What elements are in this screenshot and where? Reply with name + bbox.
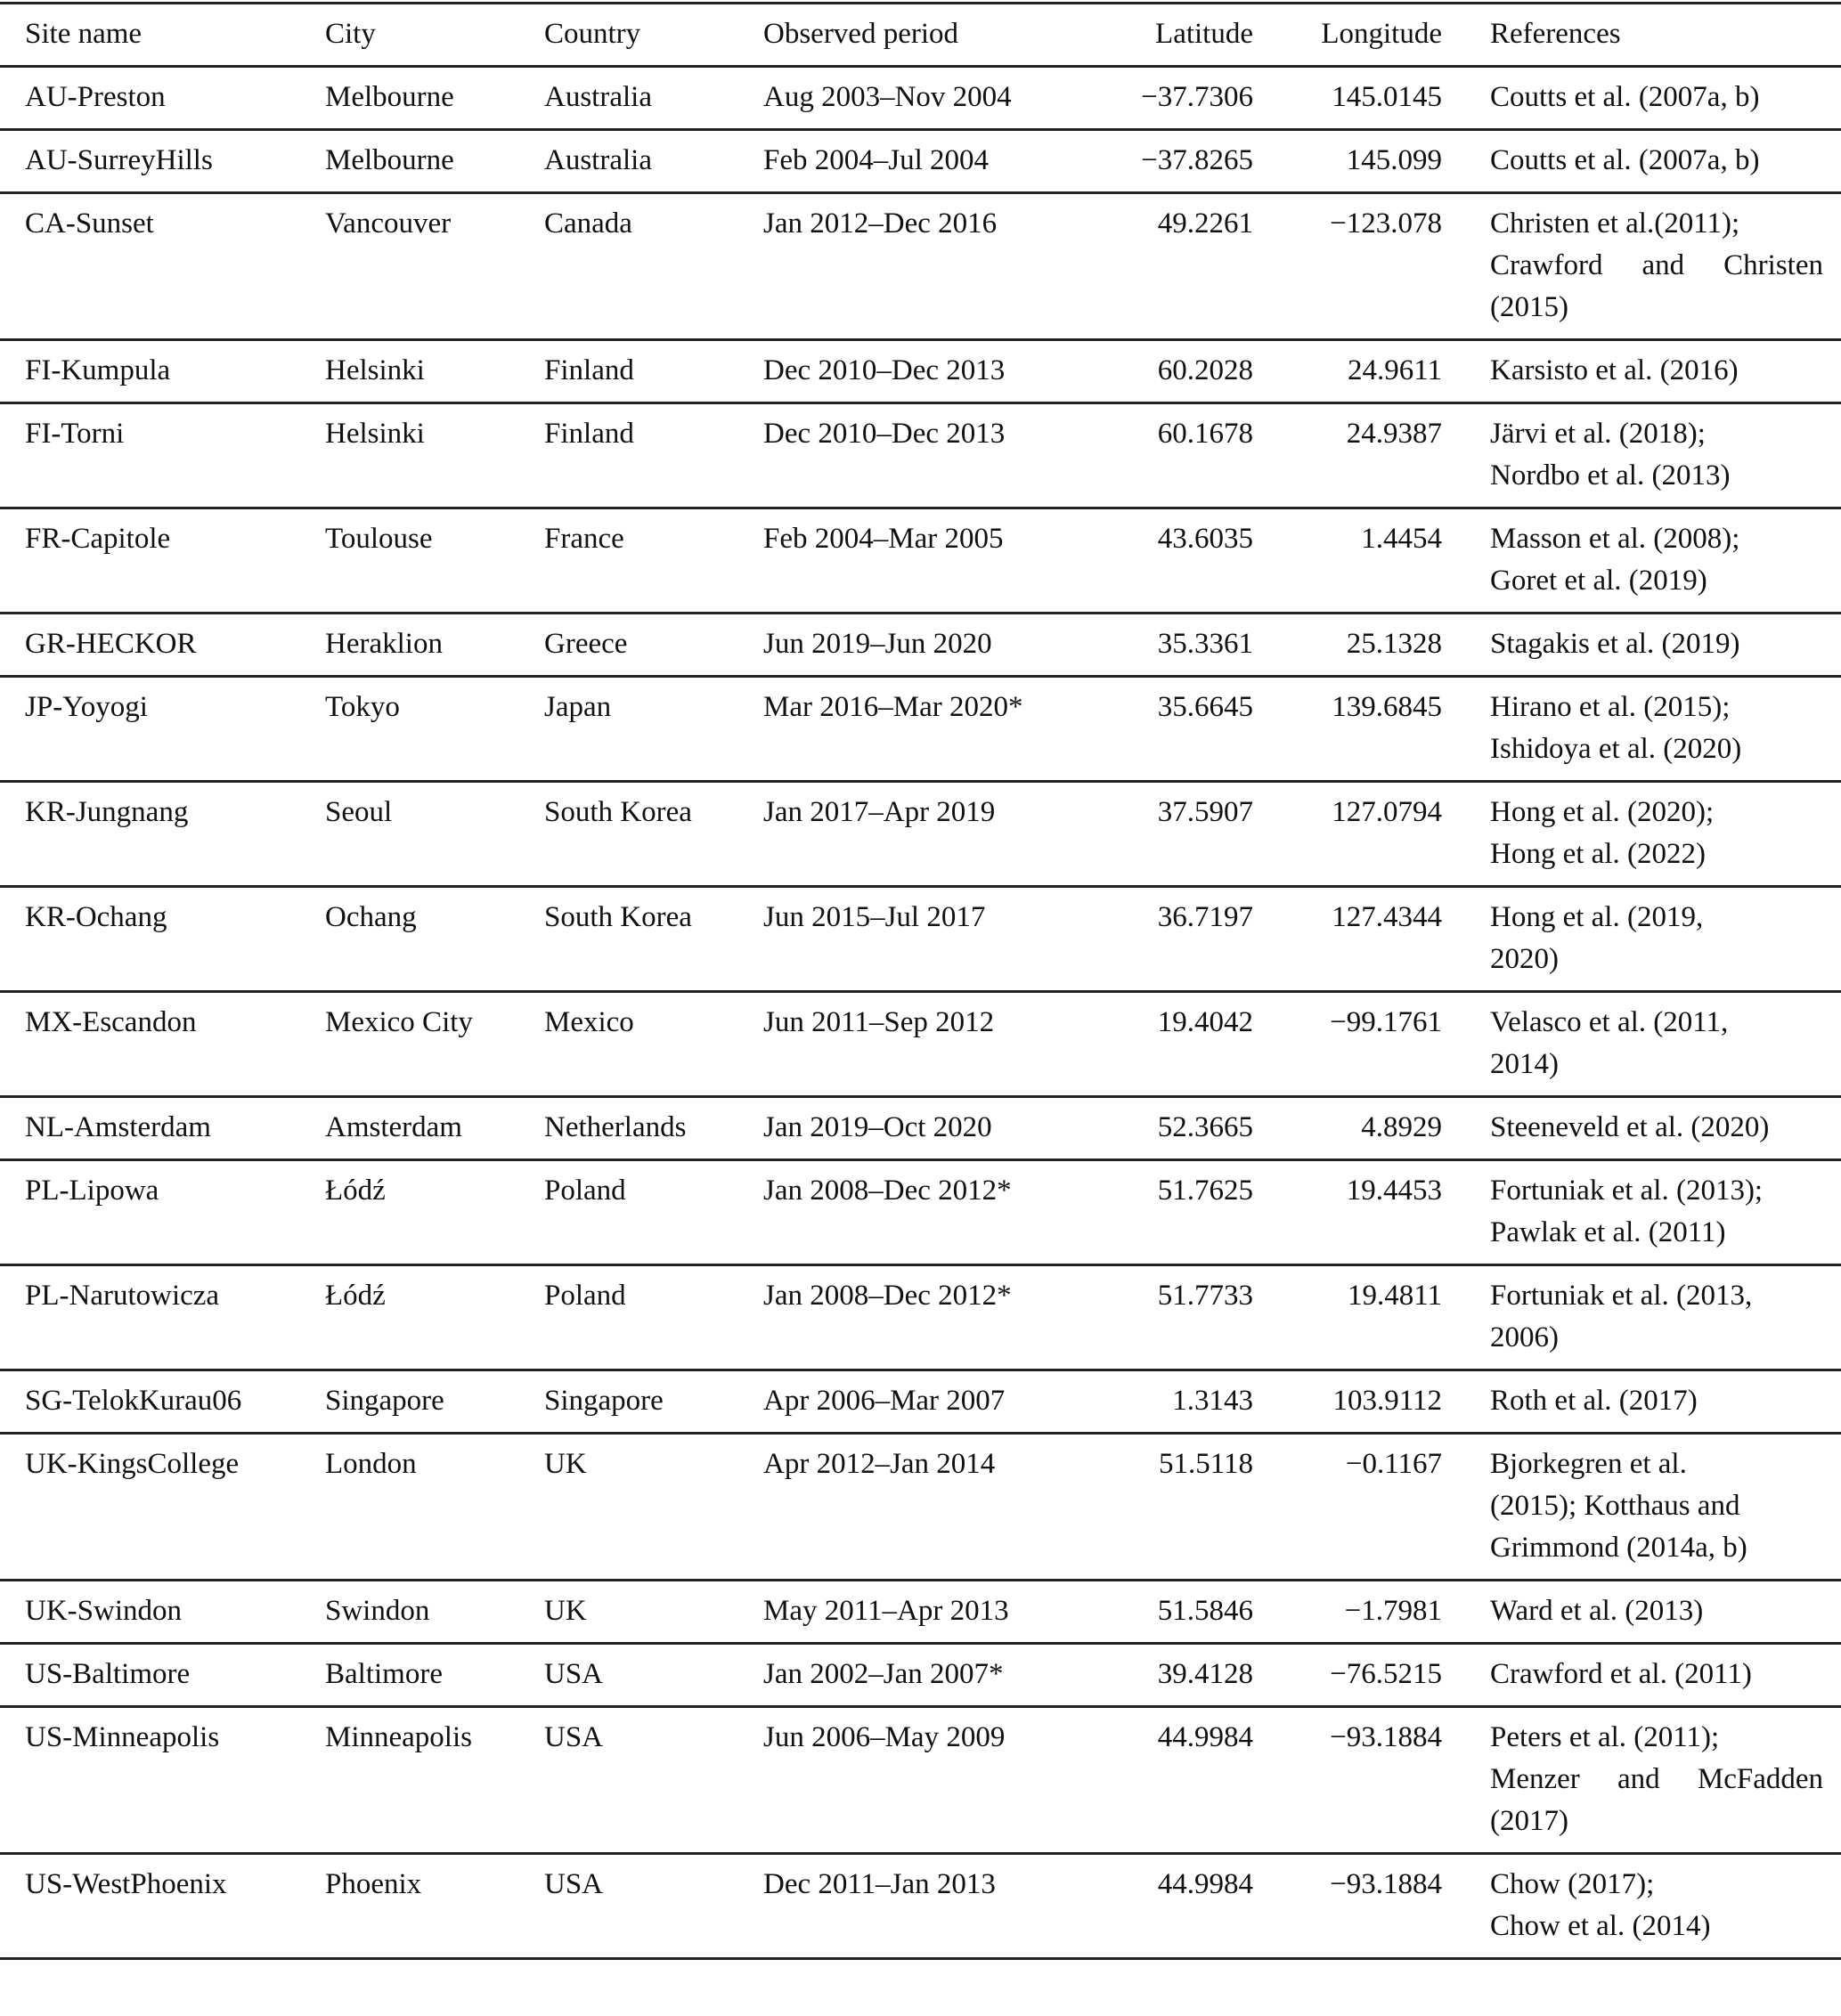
table-row (0, 1581, 1841, 1644)
cell-references (1442, 1265, 1841, 1370)
cell-city: Singapore (325, 1385, 444, 1417)
table-row (0, 403, 1841, 508)
header-latitude: Latitude (1155, 18, 1253, 50)
cell-observed-period: Jan 2002–Jan 2007* (763, 1658, 1004, 1690)
cell-references (1442, 1644, 1841, 1707)
cell-site-name: NL-Amsterdam (25, 1111, 211, 1143)
reference-line: Pawlak et al. (2011) (1490, 1216, 1726, 1248)
cell-longitude: 25.1328 (1346, 628, 1442, 660)
table-row (0, 782, 1841, 887)
reference-line: 2014) (1490, 1048, 1559, 1080)
cell-references (1442, 508, 1841, 614)
reference-line: (2015); Kotthaus and (1490, 1490, 1740, 1522)
cell-latitude: 19.4042 (1157, 1006, 1253, 1038)
cell-latitude: 51.5118 (1158, 1448, 1253, 1480)
cell-references (1442, 1581, 1841, 1644)
cell-latitude: 44.9984 (1157, 1868, 1253, 1900)
cell-country: South Korea (544, 901, 692, 933)
cell-latitude: 52.3665 (1157, 1111, 1253, 1143)
cell-references (1442, 130, 1841, 193)
cell-city: Melbourne (325, 81, 454, 113)
cell-observed-period: Jun 2006–May 2009 (763, 1721, 1006, 1753)
reference-line: Goret et al. (2019) (1490, 565, 1707, 597)
reference-line: Bjorkegren et al. (1490, 1448, 1687, 1480)
cell-references (1442, 340, 1841, 403)
cell-city: London (325, 1448, 417, 1480)
reference-line: Menzer and McFadden (1490, 1763, 1823, 1795)
header-row (0, 4, 1841, 67)
cell-longitude: −99.1761 (1330, 1006, 1442, 1038)
reference-line: Peters et al. (2011); (1490, 1721, 1720, 1753)
cell-references (1442, 1160, 1841, 1265)
cell-site-name: GR-HECKOR (25, 628, 197, 660)
cell-city: Heraklion (325, 628, 443, 660)
cell-city: Helsinki (325, 354, 425, 386)
cell-country: France (544, 523, 624, 555)
cell-longitude: 4.8929 (1361, 1111, 1442, 1143)
cell-latitude: 60.1678 (1157, 418, 1253, 450)
cell-city: Łódź (325, 1280, 386, 1312)
table-row (0, 1707, 1841, 1854)
cell-country: Canada (544, 207, 632, 240)
cell-city: Minneapolis (325, 1721, 472, 1753)
reference-line: Hirano et al. (2015); (1490, 691, 1731, 723)
cell-latitude: 37.5907 (1157, 796, 1253, 828)
table-row (0, 193, 1841, 340)
cell-observed-period: Mar 2016–Mar 2020* (763, 691, 1023, 723)
table-body (0, 67, 1841, 1959)
cell-observed-period: Feb 2004–Jul 2004 (763, 144, 990, 176)
cell-references (1442, 992, 1841, 1097)
reference-line: Fortuniak et al. (2013); (1490, 1175, 1764, 1207)
cell-longitude: 24.9611 (1347, 354, 1442, 386)
table-row (0, 887, 1841, 992)
table-row (0, 67, 1841, 130)
cell-site-name: FR-Capitole (25, 523, 171, 555)
cell-references (1442, 193, 1841, 340)
site-table (0, 2, 1841, 1960)
header-site-name: Site name (25, 18, 143, 50)
table-row (0, 1097, 1841, 1160)
cell-observed-period: Jan 2008–Dec 2012* (763, 1280, 1012, 1312)
table-row (0, 614, 1841, 677)
reference-line: Crawford et al. (2011) (1490, 1658, 1752, 1690)
header-country: Country (544, 18, 641, 50)
cell-city: Seoul (325, 796, 393, 828)
cell-observed-period: Jun 2011–Sep 2012 (763, 1006, 995, 1038)
cell-city: Helsinki (325, 418, 425, 450)
cell-city: Mexico City (325, 1006, 473, 1038)
cell-observed-period: Jan 2017–Apr 2019 (763, 796, 996, 828)
reference-line: Crawford and Christen (1490, 249, 1823, 281)
cell-longitude: −93.1884 (1330, 1721, 1442, 1753)
cell-site-name: PL-Narutowicza (25, 1280, 220, 1312)
cell-references (1442, 614, 1841, 677)
cell-longitude: 19.4811 (1347, 1280, 1442, 1312)
cell-city: Baltimore (325, 1658, 443, 1690)
cell-country: Japan (544, 691, 612, 723)
table-row (0, 508, 1841, 614)
reference-line: Nordbo et al. (2013) (1490, 459, 1731, 492)
cell-references (1442, 1434, 1841, 1581)
cell-longitude: 1.4454 (1361, 523, 1442, 555)
reference-line: Hong et al. (2019, (1490, 901, 1704, 933)
cell-longitude: 24.9387 (1346, 418, 1442, 450)
cell-country: South Korea (544, 796, 692, 828)
cell-latitude: −37.7306 (1141, 81, 1253, 113)
reference-line: Coutts et al. (2007a, b) (1490, 144, 1760, 176)
cell-city: Łódź (325, 1175, 386, 1207)
cell-references (1442, 1097, 1841, 1160)
cell-references (1442, 1854, 1841, 1959)
cell-country: UK (544, 1595, 587, 1627)
cell-observed-period: Jan 2012–Dec 2016 (763, 207, 998, 240)
cell-observed-period: Dec 2010–Dec 2013 (763, 418, 1006, 450)
cell-country: USA (544, 1868, 604, 1900)
cell-site-name: AU-Preston (25, 81, 166, 113)
table-row (0, 1434, 1841, 1581)
cell-longitude: −76.5215 (1330, 1658, 1442, 1690)
cell-references (1442, 1707, 1841, 1854)
cell-site-name: US-WestPhoenix (25, 1868, 227, 1900)
cell-references (1442, 403, 1841, 508)
cell-site-name: MX-Escandon (25, 1006, 197, 1038)
reference-line: (2015) (1490, 291, 1568, 323)
cell-city: Amsterdam (325, 1111, 462, 1143)
cell-references (1442, 67, 1841, 130)
cell-country: UK (544, 1448, 587, 1480)
cell-latitude: 43.6035 (1157, 523, 1253, 555)
reference-line: (2017) (1490, 1805, 1568, 1837)
cell-country: Mexico (544, 1006, 634, 1038)
cell-longitude: 103.9112 (1332, 1385, 1442, 1417)
cell-latitude: 35.3361 (1157, 628, 1253, 660)
table-row (0, 340, 1841, 403)
cell-latitude: 51.7625 (1157, 1175, 1253, 1207)
reference-line: Ward et al. (2013) (1490, 1595, 1704, 1627)
cell-country: Poland (544, 1175, 626, 1207)
cell-country: USA (544, 1658, 604, 1690)
cell-city: Swindon (325, 1595, 430, 1627)
table-row (0, 677, 1841, 782)
cell-references (1442, 887, 1841, 992)
cell-city: Melbourne (325, 144, 454, 176)
table-row (0, 1370, 1841, 1434)
cell-latitude: 35.6645 (1157, 691, 1253, 723)
reference-line: Hong et al. (2020); (1490, 796, 1715, 828)
header-observed-period: Observed period (763, 18, 959, 50)
table-row (0, 1265, 1841, 1370)
cell-site-name: US-Baltimore (25, 1658, 191, 1690)
cell-latitude: 44.9984 (1157, 1721, 1253, 1753)
reference-line: Karsisto et al. (2016) (1490, 354, 1739, 386)
reference-line: Ishidoya et al. (2020) (1490, 733, 1742, 765)
cell-country: Finland (544, 418, 634, 450)
cell-country: Finland (544, 354, 634, 386)
cell-site-name: FI-Torni (25, 418, 125, 450)
cell-site-name: AU-SurreyHills (25, 144, 213, 176)
cell-observed-period: Aug 2003–Nov 2004 (763, 81, 1012, 113)
cell-city: Vancouver (325, 207, 452, 240)
cell-site-name: FI-Kumpula (25, 354, 171, 386)
cell-city: Phoenix (325, 1868, 422, 1900)
cell-country: Singapore (544, 1385, 664, 1417)
cell-country: Greece (544, 628, 628, 660)
cell-site-name: PL-Lipowa (25, 1175, 159, 1207)
reference-line: Hong et al. (2022) (1490, 838, 1706, 870)
cell-city: Toulouse (325, 523, 433, 555)
cell-observed-period: Apr 2012–Jan 2014 (763, 1448, 996, 1480)
cell-references (1442, 1370, 1841, 1434)
reference-line: Chow et al. (2014) (1490, 1910, 1711, 1942)
cell-country: Netherlands (544, 1111, 687, 1143)
cell-observed-period: Jan 2019–Oct 2020 (763, 1111, 992, 1143)
cell-observed-period: Feb 2004–Mar 2005 (763, 523, 1004, 555)
cell-site-name: US-Minneapolis (25, 1721, 220, 1753)
cell-longitude: 145.0145 (1332, 81, 1442, 113)
cell-site-name: UK-Swindon (25, 1595, 183, 1627)
cell-latitude: −37.8265 (1141, 144, 1253, 176)
cell-latitude: 60.2028 (1157, 354, 1253, 386)
cell-references (1442, 782, 1841, 887)
cell-observed-period: Jun 2015–Jul 2017 (763, 901, 986, 933)
cell-observed-period: Jan 2008–Dec 2012* (763, 1175, 1012, 1207)
header-references: References (1490, 18, 1621, 50)
reference-line: Fortuniak et al. (2013, (1490, 1280, 1753, 1312)
cell-longitude: 145.099 (1346, 144, 1442, 176)
cell-site-name: KR-Ochang (25, 901, 167, 933)
cell-country: Australia (544, 144, 652, 176)
reference-line: 2006) (1490, 1321, 1559, 1353)
table-row (0, 1644, 1841, 1707)
cell-longitude: 19.4453 (1346, 1175, 1442, 1207)
cell-site-name: SG-TelokKurau06 (25, 1385, 242, 1417)
cell-country: USA (544, 1721, 604, 1753)
reference-line: Grimmond (2014a, b) (1490, 1532, 1747, 1564)
cell-longitude: 127.4344 (1332, 901, 1442, 933)
reference-line: Christen et al.(2011); (1490, 207, 1740, 240)
cell-longitude: −123.078 (1330, 207, 1442, 240)
cell-country: Poland (544, 1280, 626, 1312)
header-longitude: Longitude (1321, 18, 1442, 50)
cell-site-name: CA-Sunset (25, 207, 154, 240)
cell-longitude: 127.0794 (1332, 796, 1442, 828)
cell-observed-period: Jun 2019–Jun 2020 (763, 628, 992, 660)
cell-city: Tokyo (325, 691, 400, 723)
cell-observed-period: Dec 2011–Jan 2013 (763, 1868, 996, 1900)
cell-observed-period: May 2011–Apr 2013 (763, 1595, 1009, 1627)
reference-line: Stagakis et al. (2019) (1490, 628, 1740, 660)
cell-latitude: 39.4128 (1157, 1658, 1253, 1690)
cell-latitude: 49.2261 (1157, 207, 1253, 240)
cell-site-name: KR-Jungnang (25, 796, 189, 828)
reference-line: Coutts et al. (2007a, b) (1490, 81, 1760, 113)
cell-longitude: −93.1884 (1330, 1868, 1442, 1900)
cell-site-name: JP-Yoyogi (25, 691, 148, 723)
cell-longitude: −1.7981 (1344, 1595, 1442, 1627)
reference-line: Velasco et al. (2011, (1490, 1006, 1729, 1038)
table-row (0, 992, 1841, 1097)
cell-country: Australia (544, 81, 652, 113)
header-city: City (325, 18, 376, 50)
cell-observed-period: Dec 2010–Dec 2013 (763, 354, 1006, 386)
reference-line: Järvi et al. (2018); (1490, 418, 1706, 450)
cell-site-name: UK-KingsCollege (25, 1448, 240, 1480)
cell-latitude: 51.7733 (1157, 1280, 1253, 1312)
cell-latitude: 51.5846 (1157, 1595, 1253, 1627)
cell-latitude: 36.7197 (1157, 901, 1253, 933)
reference-line: Roth et al. (2017) (1490, 1385, 1698, 1417)
table-row (0, 1854, 1841, 1959)
reference-line: Steeneveld et al. (2020) (1490, 1111, 1770, 1143)
cell-city: Ochang (325, 901, 417, 933)
reference-line: Masson et al. (2008); (1490, 523, 1740, 555)
cell-latitude: 1.3143 (1172, 1385, 1253, 1417)
table-row (0, 130, 1841, 193)
reference-line: Chow (2017); (1490, 1868, 1655, 1900)
cell-longitude: −0.1167 (1345, 1448, 1442, 1480)
cell-longitude: 139.6845 (1332, 691, 1442, 723)
cell-observed-period: Apr 2006–Mar 2007 (763, 1385, 1006, 1417)
table-row (0, 1160, 1841, 1265)
cell-references (1442, 677, 1841, 782)
reference-line: 2020) (1490, 943, 1559, 975)
